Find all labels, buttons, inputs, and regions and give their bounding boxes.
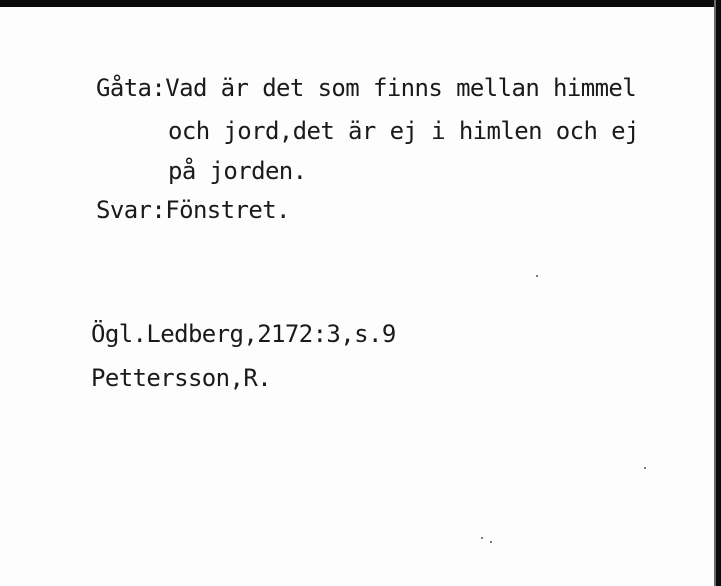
riddle-line-2: och jord,det är ej i himlen och ej bbox=[168, 117, 639, 145]
card-right-edge-shadow bbox=[716, 0, 721, 586]
paper-speck bbox=[644, 467, 646, 469]
paper-speck bbox=[490, 541, 492, 543]
paper-speck bbox=[536, 275, 538, 277]
informant-name: Pettersson,R. bbox=[91, 364, 272, 392]
riddle-line-3: på jorden. bbox=[168, 157, 307, 185]
card-top-edge-shadow bbox=[0, 0, 721, 7]
source-reference: Ögl.Ledberg,2172:3,s.9 bbox=[91, 320, 396, 348]
riddle-line-1: Gåta:Vad är det som finns mellan himmel bbox=[96, 74, 637, 102]
paper-speck bbox=[481, 537, 483, 539]
answer-line: Svar:Fönstret. bbox=[96, 196, 290, 224]
